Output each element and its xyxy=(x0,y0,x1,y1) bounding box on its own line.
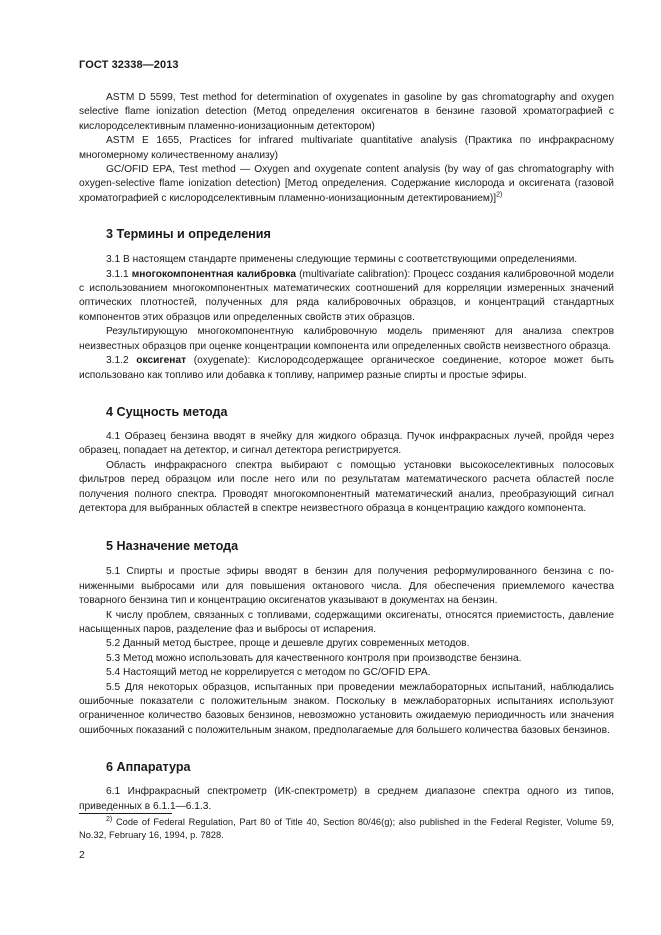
section-3-title: 3 Термины и определения xyxy=(106,227,271,242)
clause-number: 3.1.1 xyxy=(106,268,132,280)
reference-astm-d5599 xyxy=(79,91,614,134)
clause-3-1-2 xyxy=(79,354,614,383)
clause-5-5: 5.5 Для некоторых образцов, испытанных при проведении межлабораторных испытаний, наблюдались ошибочные показатели с положительным знаком. Поскольку в межлабораторных испытаниях используют ограниченное количество базовых бензинов, невозможно установить ожидаемую периодичность или значения ошибочных показаний с положительным знаком, предполагаемые для большего количества базовых бензинов. xyxy=(79,681,614,736)
clause-3-1: 3.1 В настоящем стандарте применены следующие термины с соответствующими определениями. xyxy=(106,254,578,266)
footnote-text: Code of Federal Regulation, Part 80 of Title 40, Section 80/46(g); also published in the Federal Register, Volume 59, No.32, February 16, 1994, p. 7828. xyxy=(79,817,614,840)
section-6-title: 6 Аппаратура xyxy=(106,760,191,775)
clause-3-1-1 xyxy=(79,268,614,326)
clause-6-1: 6.1 Инфракрасный спектрометр (ИК-спектрометр) в среднем диапазоне спектра одного из типов, приведенных в 6.1.1—6.1.3. xyxy=(79,786,614,812)
term-multivariate-calibration: многокомпонентная калибровка xyxy=(131,268,297,280)
reference-astm-e1655 xyxy=(79,134,614,163)
reference-text: GC/OFID EPA, Test method — Oxygen and oxygenate content analysis (by way of gas chromatography with oxygen-selective flame ionization detection) [Метод определения. Содержание кислорода и оксигената (газовой хроматографией с кислородселективным пламенно-ионизационным детектированием)] xyxy=(79,164,614,204)
footnote-ref-2[interactable]: 2) xyxy=(496,191,503,199)
page-number: 2 xyxy=(79,849,85,861)
clause-5-1: 5.1 Спирты и простые эфиры вводят в бензин для получения реформулированного бензина с пониженными выбросами или для повышения октанового числа. Для обеспечения приемлемого качества товарного бензина тип и концентрацию оксигенатов указывают в документах на бензин. xyxy=(79,566,614,607)
references-continued xyxy=(79,91,614,206)
clause-number: 3.1.2 xyxy=(106,355,137,367)
standard-code-header: ГОСТ 32338—2013 xyxy=(79,59,179,71)
reference-gc-ofid-epa xyxy=(79,163,614,206)
page-content xyxy=(79,91,614,814)
definition-text: (oxygenate): Кислородсодержащее органическое соединение, которое может быть использовано как топливо или добавка к топливу, например разные спирты и простые эфиры. xyxy=(79,355,614,381)
footnote-divider xyxy=(79,813,172,814)
clause-4-1-cont: Область инфракрасного спектра выбирают с помощью установки высокоселективных полосовых фильтров перед образцом или после него или по результатам математического расчета областей после получения полного спектра. Проводят многокомпонентный математический анализ, преобразующий сигнал детектора для выбранных областей в спектре неизвестного образца в концентрацию каждого компонента. xyxy=(79,459,614,514)
clause-3-1-1-note: Результирующую многокомпонентную калибровочную модель применяют для анализа спектров неизвестных образцов при оценке концентрации компонента или определенных свойств неизвестного образца. xyxy=(79,326,614,352)
clause-5-4: 5.4 Настоящий метод не коррелируется с методом по GC/OFID EPA. xyxy=(106,667,431,679)
clause-4-1: 4.1 Образец бензина вводят в ячейку для жидкого образца. Пучок инфракрасных лучей, пройдя через образец, попадает на детектор, и сигнал детектора регистрируется. xyxy=(79,430,614,457)
definition-text: (multivariate calibration): Процесс создания калибровочной модели с использованием многокомпонентных математических соотношений для корреляции измеренных значений оптических плотностей, полученных для ряда калибровочных образцов, и концентраций стандартных компонентов этих образцов или определенных свойств этих образцов. xyxy=(79,268,614,323)
clause-5-1-cont: К числу проблем, связанных с топливами, содержащими оксигенаты, относятся приемистость, давление насыщенных паров, разделение фаз и выбросы от испарения. xyxy=(79,609,614,635)
clause-5-2: 5.2 Данный метод быстрее, проще и дешевле других современных методов. xyxy=(106,638,470,650)
term-oxygenate: оксигенат xyxy=(136,355,187,367)
clause-5-3: 5.3 Метод можно использовать для качественного контроля при производстве бензина. xyxy=(106,652,522,664)
reference-text: ASTM E 1655, Practices for infrared multivariate quantitative analysis (Практика по инфракрасному многомерному количественному анализу) xyxy=(79,135,614,161)
footnote-mark: 2) xyxy=(106,815,113,823)
reference-text: ASTM D 5599, Test method for determination of oxygenates in gasoline by gas chromatography and oxygen selective flame ionization detection (Метод определения оксигенатов в бензине газовой хроматографией с кислородселективным пламенно-ионизационным детектором) xyxy=(79,92,614,132)
footnote-2 xyxy=(79,816,614,842)
section-5-title: 5 Назначение метода xyxy=(106,539,239,554)
section-4-title: 4 Сущность метода xyxy=(106,404,228,419)
